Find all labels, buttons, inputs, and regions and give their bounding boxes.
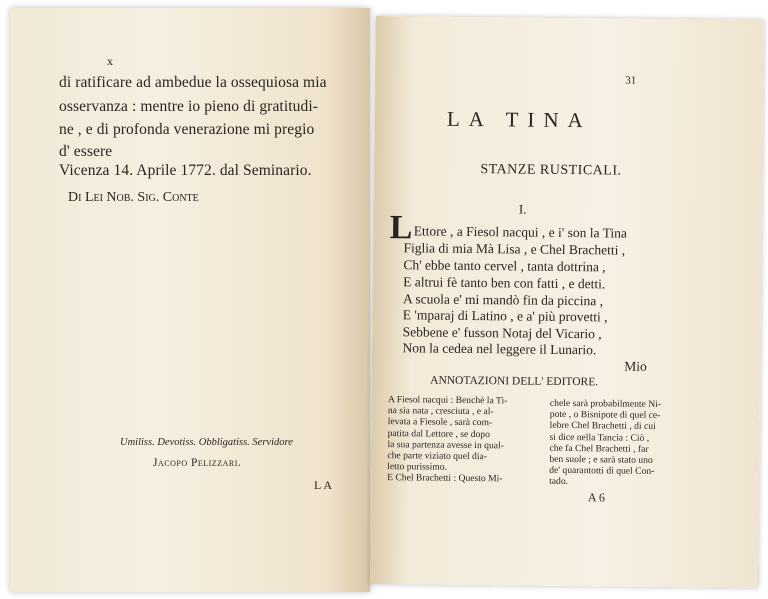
note-line: de' quarantotti di quel Con- <box>549 465 655 478</box>
closing: Umiliss. Devotiss. Obbligatiss. Servidore <box>120 437 293 448</box>
verse-line: Non la cedea nel leggere il Lunario. <box>402 340 597 358</box>
notes-column-left <box>387 394 507 485</box>
notes-column-right <box>549 398 661 489</box>
note-line: si dice nella Tancia : Ciò , <box>549 431 650 444</box>
verse-line: E altrui fè tanto ben con fatti , e detti. <box>403 274 606 292</box>
note-line: lebre Chel Brachetti , di cui <box>549 420 656 433</box>
salutation: Di Lei Nob. Sig. Conte <box>68 190 199 205</box>
note-line: levata a Fiesole , sarà com- <box>387 416 493 429</box>
dateline: Vicenza 14. Aprile 1772. dal Seminario. <box>59 162 312 179</box>
text-line: d' essere <box>59 143 113 160</box>
note-line: chele sarà probabilmente Ni- <box>549 397 662 410</box>
note-line: che parte viziato quel dia- <box>387 450 488 463</box>
note-line: la sua partenza avesse in qual- <box>387 438 504 452</box>
text-line: osservanza : mentre io pieno di gratitudi- <box>59 98 319 115</box>
right-page <box>370 16 764 588</box>
verse-line: E 'mparaj di Latino , e a' più provetti , <box>402 307 608 325</box>
signature: Jacopo Pelizzari. <box>153 457 242 469</box>
poem-subtitle: STANZE RUSTICALI. <box>480 162 622 179</box>
stanza-number: I. <box>518 201 527 217</box>
note-line: patita dal Lettore , se dopo <box>387 427 490 440</box>
catchword: Mio <box>624 358 647 374</box>
page-number: 31 <box>625 74 637 87</box>
signature-mark: A 6 <box>587 490 606 505</box>
note-line: E Chel Brachetti : Questo Mi- <box>387 472 503 485</box>
note-line: na sia nata , cresciuta , e al- <box>387 405 494 418</box>
page-number: x <box>107 54 113 68</box>
note-line: letto purissimo. <box>387 461 448 473</box>
text-line: ne , e di profonda venerazione mi pregio <box>59 121 315 138</box>
note-line: ben suole ; e sarà stato uno <box>549 453 653 466</box>
verse-line: Sebbene e' fusson Notaj del Vicario , <box>402 324 602 342</box>
left-page <box>10 8 370 592</box>
notes-heading: ANNOTAZIONI DELL' EDITORE. <box>430 374 599 389</box>
text-line: di ratificare ad ambedue la ossequiosa mia <box>59 74 327 91</box>
note-line: che fa Chel Brachetti , far <box>549 442 649 455</box>
verse-line: Ch' ebbe tanto cervel , tanta dottrina , <box>403 257 606 275</box>
note-line: A Fiesol nacqui : Benchè la Ti- <box>387 394 508 407</box>
catchword: LA <box>314 478 334 492</box>
drop-cap: L <box>389 209 413 247</box>
poem-title: LA TINA <box>446 106 592 133</box>
note-line: pote , o Bisnipote di quel ce- <box>549 409 661 422</box>
verse-line: Ettore , a Fiesol nacqui , e i' son la Tina <box>413 223 627 241</box>
verse-line: A scuola e' mi mandò fin da piccina , <box>402 291 604 309</box>
verse-line: Figlia di mia Mà Lisa , e Chel Brachetti , <box>403 240 626 258</box>
note-line: tado. <box>549 476 569 488</box>
